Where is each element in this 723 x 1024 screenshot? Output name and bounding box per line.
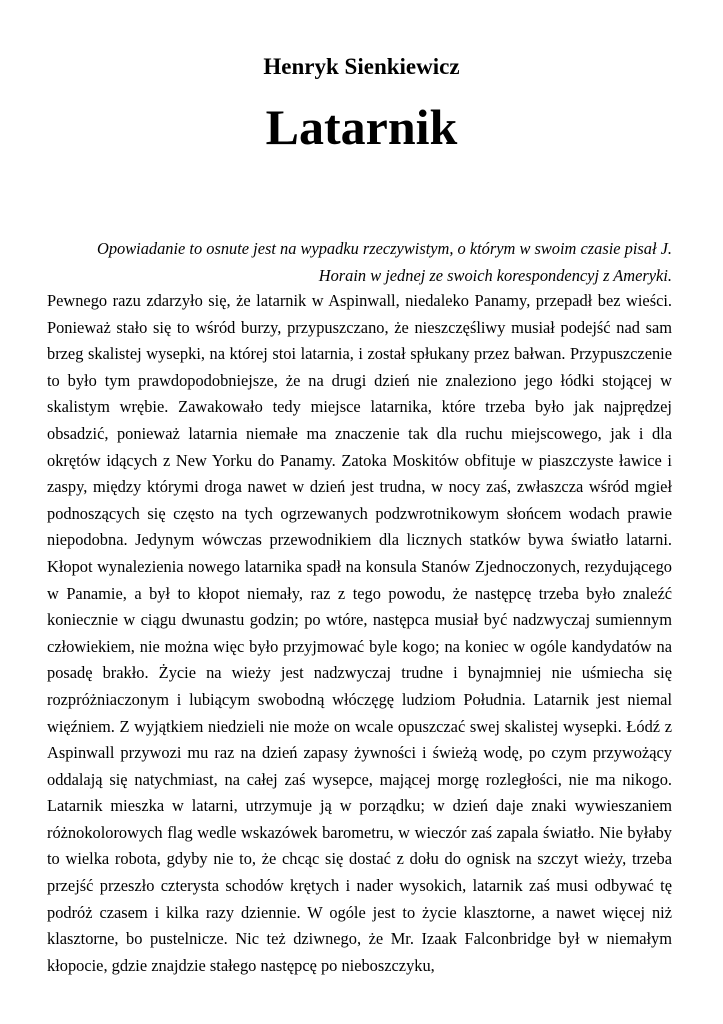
body-paragraph: Pewnego razu zdarzyło się, że latarnik w Aspinwall, niedaleko Panamy, przepadł bez wieści. Ponieważ stało się to wśród burzy, przypuszczano, że nieszczęśliwy musiał podejść nad sam brzeg skalistej wysepki, na której stoi latarnia, i został spłukany przez bałwan. Przypuszczenie to było tym prawdopodobniejsze, że na drugi dzień nie znaleziono jego łódki stojącej w skalistym wrębie. Zawakowało tedy miejsce latarnika, które trzeba było jak najprędzej obsadzić, ponieważ latarnia niemałe ma znaczenie tak dla ruchu miejscowego, jak i dla okrętów idących z New Yorku do Panamy. Zatoka Moskitów obfituje w piaszczyste ławice i zaspy, między którymi droga nawet w dzień jest trudna, w nocy zaś, zwłaszcza wśród mgieł podnoszących się często na tych ogrzewanych podzwrotnikowym słońcem wodach prawie niepodobna. Jedynym wówczas przewodnikiem dla licznych statków bywa światło latarni. Kłopot wynalezienia nowego latarnika spadł na konsula Stanów Zjednoczonych, rezydującego w Panamie, a był to kłopot niemały, raz z tego powodu, że następcę trzeba było znaleźć koniecznie w ciągu dwunastu godzin; po wtóre, następca musiał być nadzwyczaj sumiennym człowiekiem, nie można więc było przyjmować byle kogo; na koniec w ogóle kandydatów na posadę brakło. Życie na wieży jest nadzwyczaj trudne i bynajmniej nie uśmiecha się rozpróżniaczonym i lubiącym swobodną włóczęgę ludziom Południa. Latarnik jest niemal więźniem. Z wyjątkiem niedzieli nie może on wcale opuszczać swej skalistej wysepki. Łódź z Aspinwall przywozi mu raz na dzień zapasy żywności i świeżą wodę, po czym przywożący oddalają się natychmiast, na całej zaś wysepce, mającej morgę rozległości, nie ma nikogo. Latarnik mieszka w latarni, utrzymuje ją w porządku; w dzień daje znaki wywieszaniem różnokolorowych flag wedle wskazówek barometru, w wieczór zaś zapala światło. Nie byłaby to wielka robota, gdyby nie to, że chcąc się dostać z dołu do ognisk na szczyt wieży, trzeba przejść przeszło czterysta schodów krętych i nader wysokich, latarnik zaś musi odbywać tę podróż czasem i kilka razy dziennie. W ogóle jest to życie klasztorne, a nawet więcej niż klasztorne, bo pustelnicze. Nic też dziwnego, że Mr. Izaak Falconbridge był w niemałym kłopocie, gdzie znajdzie stałego następcę po nieboszczyku, [47, 291, 672, 975]
author-name: Henryk Sienkiewicz [263, 54, 460, 79]
document-title: Latarnik [265, 99, 458, 155]
epigraph: Opowiadanie to osnute jest na wypadku rzeczywistym, o którym w swoim czasie pisał J. Horain w jednej ze swoich korespondencyj z Ameryki. [97, 239, 672, 285]
